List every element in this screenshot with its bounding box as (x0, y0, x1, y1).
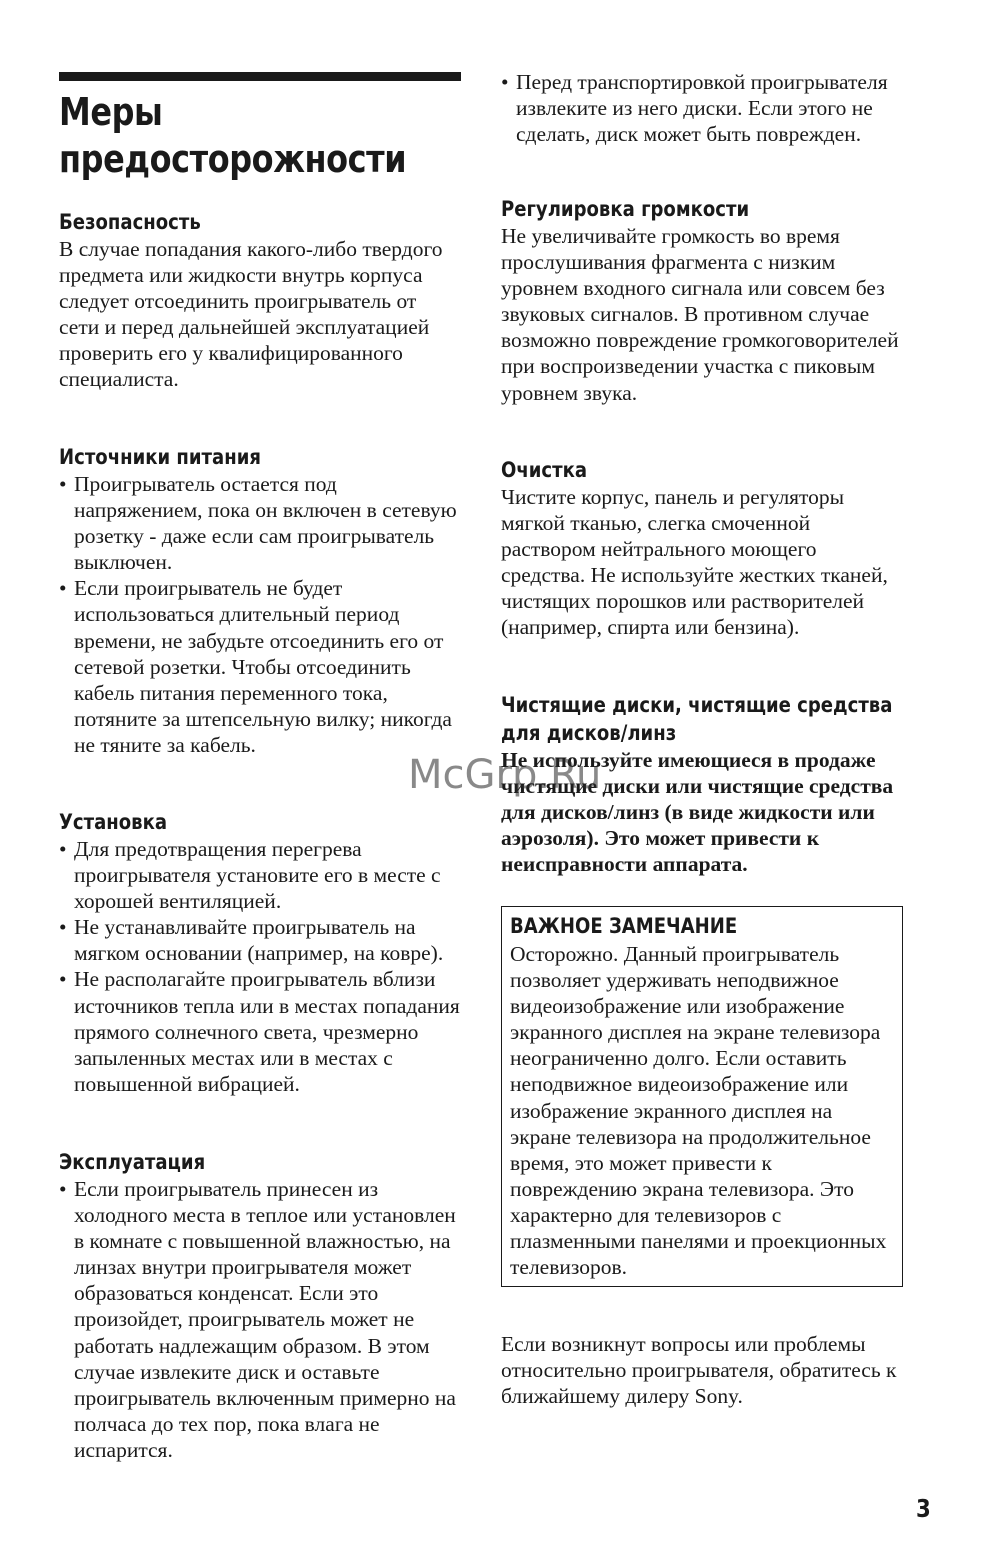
watermark: McGrp.Ru (408, 752, 602, 798)
notice-heading: ВАЖНОЕ ЗАМЕЧАНИЕ (510, 914, 738, 938)
operation-list-continued (501, 69, 903, 147)
list-item: • Не располагайте проигрыватель вблизи источников тепла или в местах попадания прямого солнечного света, чрезмерно запыленных местах или в местах с повышенной вибрацией. (59, 966, 461, 1096)
section-heading-discs-line-2: для дисков/линз (501, 721, 677, 745)
list-item: • Проигрыватель остается под напряжением, пока он включен в сетевую розетку - даже если сам проигрыватель выключен. (59, 471, 461, 575)
section-text-discs (501, 747, 903, 877)
contact-text: Если возникнут вопросы или проблемы относительно проигрывателя, обратитесь к ближайшему дилеру Sony. (501, 1332, 897, 1409)
page-title (59, 89, 412, 183)
installation-list (59, 836, 461, 1097)
section-safety (59, 208, 461, 393)
section-installation (59, 808, 461, 1097)
section-heading-volume: Регулировка громкости (501, 197, 750, 221)
section-operation (59, 1148, 461, 1463)
section-heading-power: Источники питания (59, 445, 261, 469)
section-cleaning (501, 456, 903, 641)
section-heading-installation: Установка (59, 810, 168, 834)
page-title-line-1: Меры (59, 90, 163, 134)
title-rule (59, 72, 461, 81)
important-notice-box (501, 906, 903, 1287)
notice-text: Осторожно. Данный проигрыватель позволяет удерживать неподвижное видеоизображение или изображение экранного дисплея на экране телевизора неограниченно долго. Если оставить неподвижное видеоизображение или изображение экранного дисплея на экране телевизора на продолжительное время, это может привести к повреждению экрана телевизора. Это характерно для телевизоров с плазменными панелями и проекционных телевизоров. (510, 942, 887, 1280)
list-item: • Если проигрыватель принесен из холодного места в теплое или установлен в комнате с повышенной влажностью, на линзах внутри проигрывателя может образоваться конденсат. Если это произойдет, проигрыватель может не работать надлежащим образом. В этом случае извлеките диск и оставьте проигрыватель включенным примерно на полчаса до тех пор, пока влага не испарится. (59, 1176, 461, 1463)
operation-list (59, 1176, 461, 1463)
section-discs (501, 691, 903, 877)
section-heading-discs: Чистящие диски, чистящие средства (501, 693, 893, 717)
list-item: • Не устанавливайте проигрыватель на мягком основании (например, на ковре). (59, 914, 461, 966)
discs-warning-text: Не используйте имеющиеся в продаже чистящие диски или чистящие средства для дисков/линз (в виде жидкости или аэрозоля). Это может привести к неисправности аппарата. (501, 748, 894, 877)
page-number: 3 (916, 1494, 931, 1523)
section-volume (501, 195, 903, 406)
list-item: • Перед транспортировкой проигрывателя извлеките из него диски. Если этого не сделать, диск может быть поврежден. (501, 69, 903, 147)
section-heading-operation: Эксплуатация (59, 1150, 206, 1174)
section-power (59, 443, 461, 758)
section-text-safety: В случае попадания какого-либо твердого предмета или жидкости внутрь корпуса следует отсоединить проигрыватель от сети и перед дальнейшей эксплуатацией проверить его у квалифицированного специалиста. (59, 237, 443, 392)
list-item: • Для предотвращения перегрева проигрывателя установите его в месте с хорошей вентиляцией. (59, 836, 461, 914)
list-item: • Если проигрыватель не будет использоваться длительный период времени, не забудьте отсоединить его от сетевой розетки. Чтобы отсоединить кабель питания переменного тока, потяните за штепсельную вилку; никогда не тяните за кабель. (59, 575, 461, 758)
section-contact (501, 1331, 903, 1409)
section-text-volume: Не увеличивайте громкость во время прослушивания фрагмента с низким уровнем входного сигнала или совсем без звуковых сигналов. В противном случае возможно повреждение громкоговорителей при воспроизведении участка с пиковым уровнем звука. (501, 224, 899, 405)
section-text-cleaning: Чистите корпус, панель и регуляторы мягкой тканью, слегка смоченной раствором нейтрального моющего средства. Не используйте жестких тканей, чистящих порошков или растворителей (например, спирта или бензина). (501, 485, 888, 640)
page-title-line-2: предосторожности (59, 137, 407, 181)
section-heading-safety: Безопасность (59, 210, 201, 234)
power-list (59, 471, 461, 758)
section-heading-cleaning: Очистка (501, 458, 588, 482)
section-operation-continued (501, 69, 903, 147)
